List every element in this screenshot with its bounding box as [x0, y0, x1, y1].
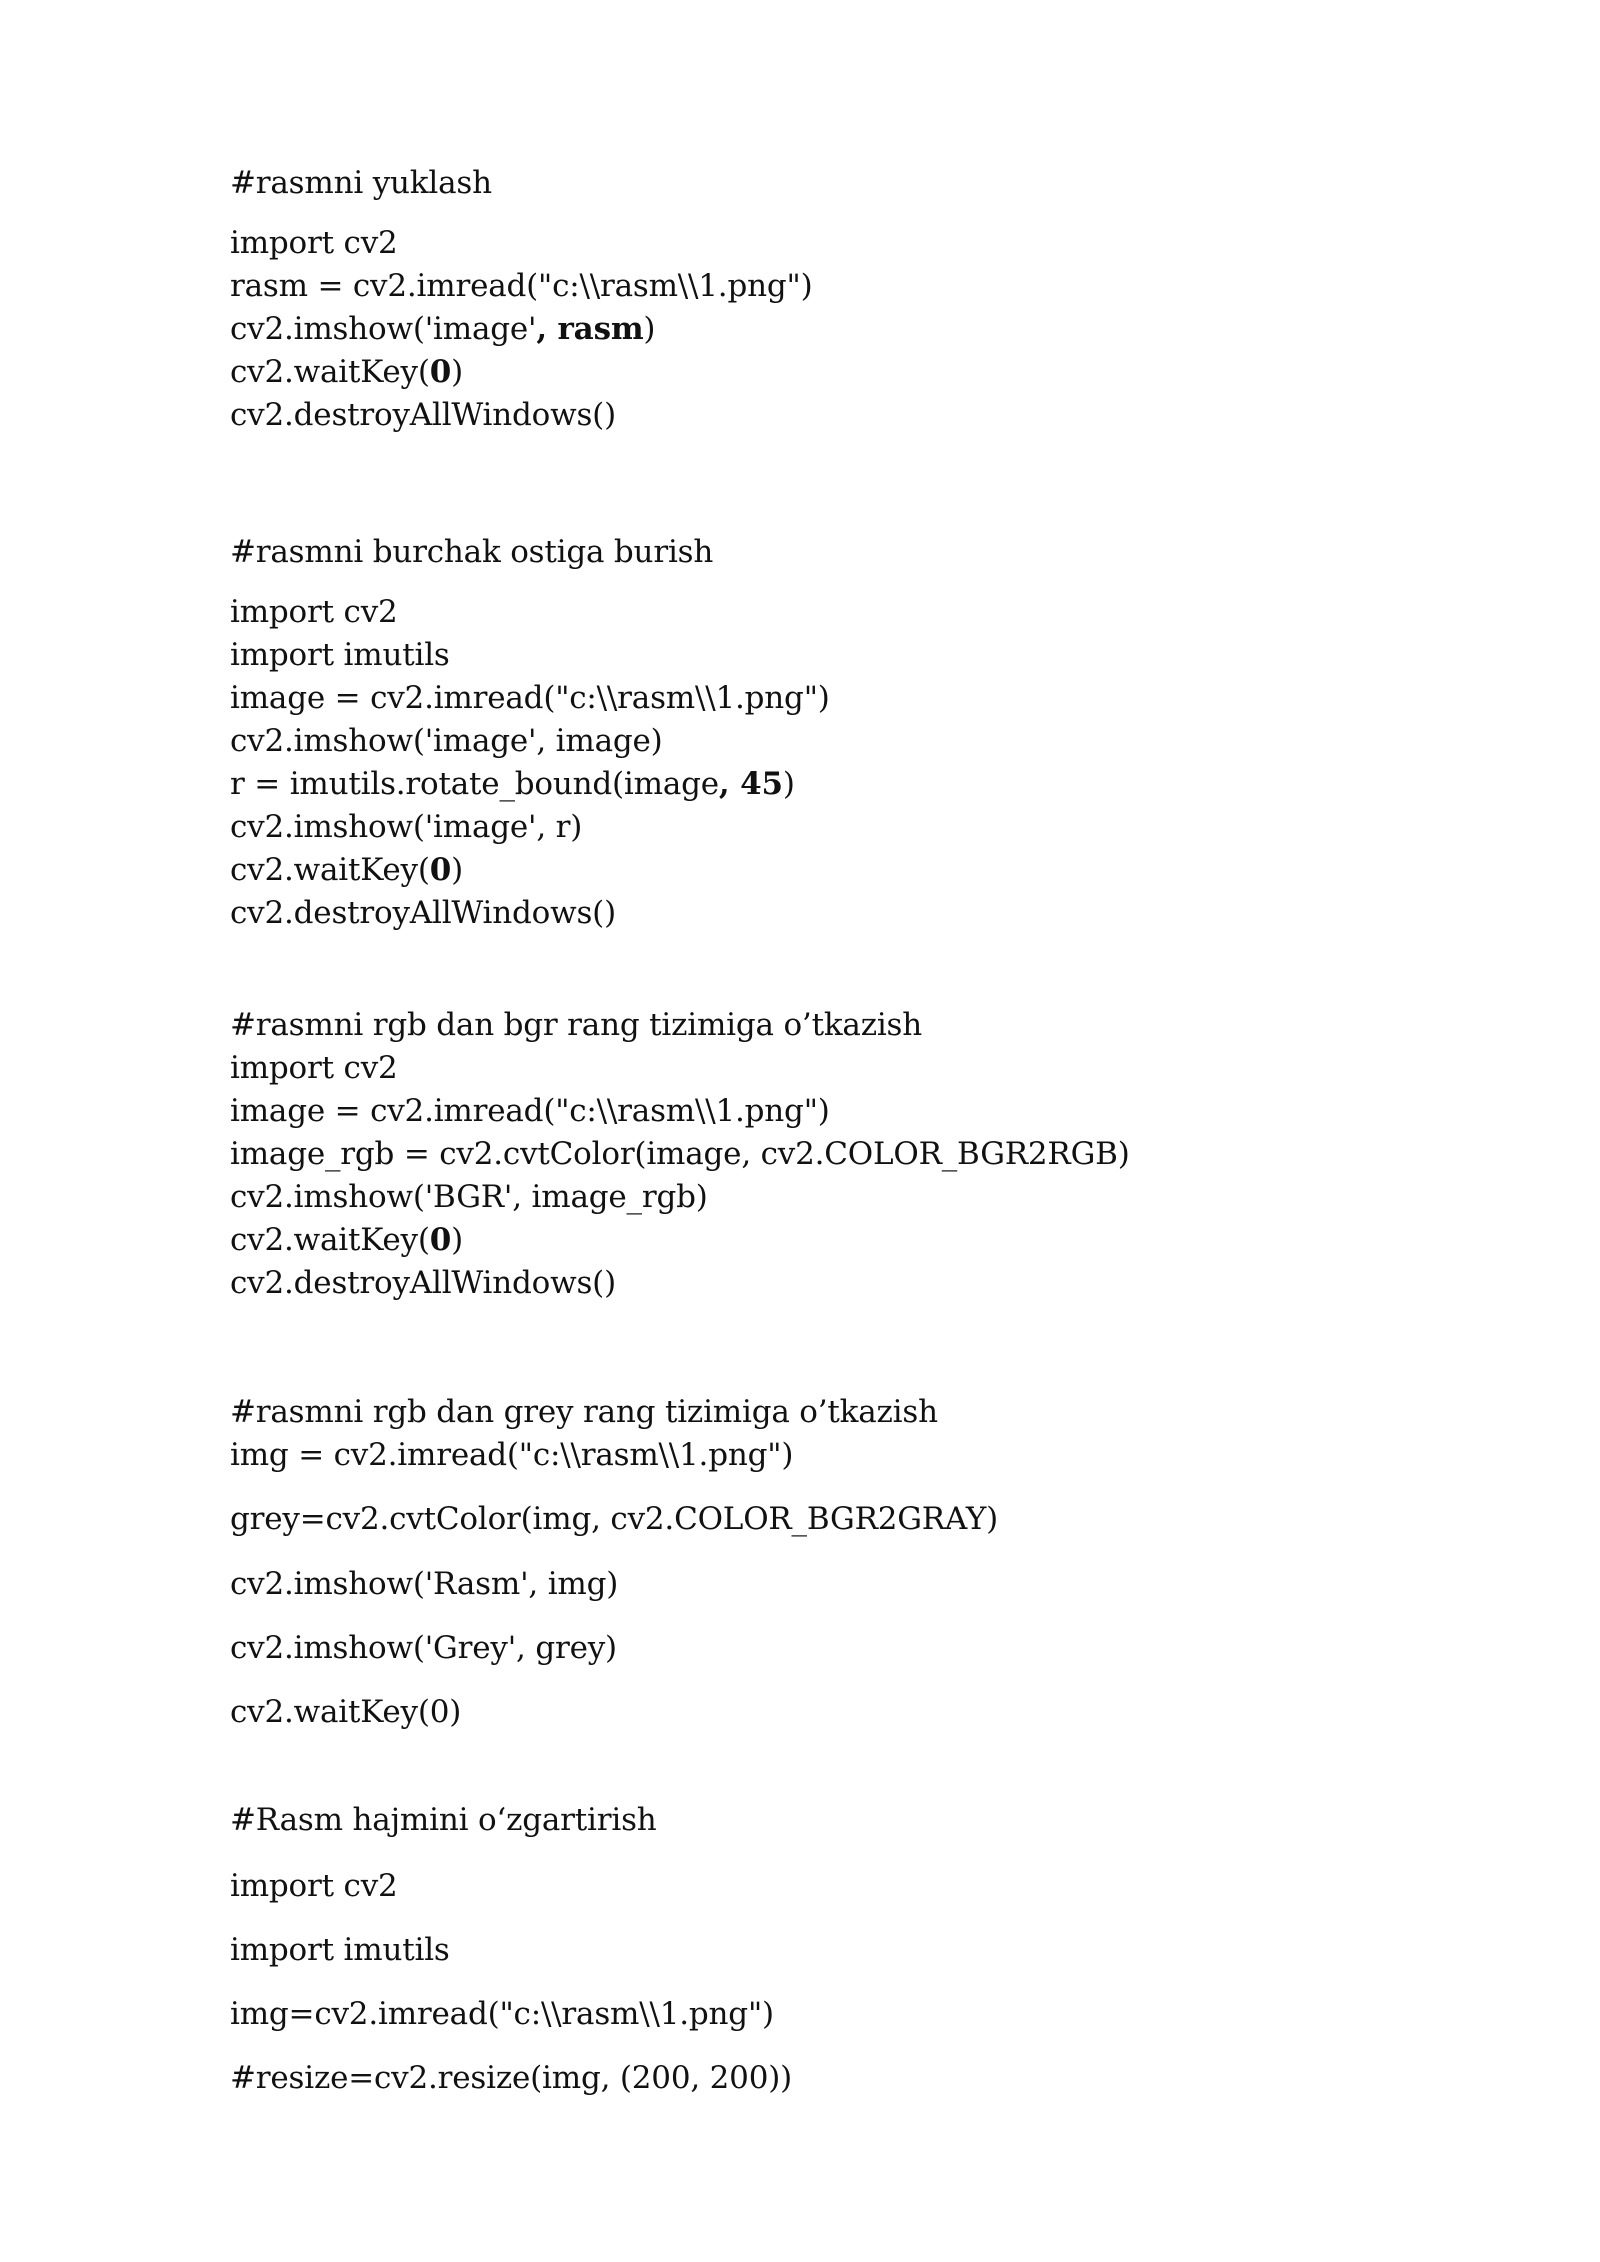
- code-fragment-bold: 0: [429, 852, 452, 888]
- code-fragment-bold: , 45: [718, 766, 783, 802]
- code-fragment: cv2.imshow('image', r): [230, 809, 583, 845]
- code-fragment: import cv2: [230, 1050, 398, 1086]
- code-line: [230, 1263, 616, 1303]
- code-line: [230, 592, 398, 632]
- code-fragment: cv2.waitKey(: [230, 1222, 430, 1258]
- code-fragment-bold: , rasm: [536, 311, 644, 347]
- section-heading: #rasmni burchak ostiga burish: [230, 534, 714, 570]
- code-fragment-bold: 0: [429, 1222, 452, 1258]
- code-fragment: import cv2: [230, 225, 398, 261]
- code-line: [230, 1177, 708, 1217]
- code-line: [230, 223, 398, 263]
- code-fragment: image = cv2.imread("c:\\rasm\\1.png"): [230, 680, 830, 716]
- section-heading: #rasmni yuklash: [230, 165, 492, 201]
- code-fragment: cv2.imshow('Rasm', img): [230, 1566, 619, 1602]
- code-line: [230, 1220, 463, 1260]
- code-line: [230, 764, 795, 804]
- code-line: [230, 309, 655, 349]
- code-fragment: cv2.waitKey(: [230, 852, 430, 888]
- code-fragment: import cv2: [230, 1868, 398, 1904]
- code-fragment: cv2.imshow('image': [230, 311, 537, 347]
- section-heading: #rasmni rgb dan bgr rang tizimiga o’tkazish: [230, 1007, 923, 1043]
- code-fragment: cv2.destroyAllWindows(): [230, 397, 616, 433]
- code-fragment: image_rgb = cv2.cvtColor(image, cv2.COLOR_BGR2RGB): [230, 1136, 1130, 1172]
- code-line: [230, 1994, 774, 2034]
- code-fragment: r = imutils.rotate_bound(image: [230, 766, 719, 802]
- code-fragment-bold: 0: [429, 354, 452, 390]
- section-heading: #rasmni rgb dan grey rang tizimiga o’tkazish: [230, 1394, 938, 1430]
- code-line: [230, 1499, 998, 1539]
- code-fragment: cv2.waitKey(: [230, 354, 430, 390]
- code-fragment: rasm = cv2.imread("c:\\rasm\\1.png"): [230, 268, 813, 304]
- code-fragment: ): [451, 1222, 464, 1258]
- code-line: [230, 721, 663, 761]
- code-fragment: cv2.imshow('Grey', grey): [230, 1630, 617, 1666]
- code-line: [230, 266, 812, 306]
- code-fragment: cv2.imshow('BGR', image_rgb): [230, 1179, 708, 1215]
- code-fragment: import imutils: [230, 637, 450, 673]
- code-line: [230, 893, 616, 933]
- code-fragment: image = cv2.imread("c:\\rasm\\1.png"): [230, 1093, 830, 1129]
- code-line: [230, 1930, 450, 1970]
- code-line: [230, 1091, 830, 1131]
- code-line: [230, 850, 463, 890]
- code-line: [230, 1048, 398, 1088]
- code-fragment: cv2.destroyAllWindows(): [230, 1265, 616, 1301]
- code-line: [230, 1134, 1130, 1174]
- section-heading: #Rasm hajmini o‘zgartirish: [230, 1802, 657, 1838]
- code-line: [230, 635, 450, 675]
- code-fragment: ): [451, 354, 464, 390]
- code-line: [230, 395, 616, 435]
- code-line: [230, 1628, 617, 1668]
- code-line: [230, 1692, 461, 1732]
- code-fragment: ): [782, 766, 795, 802]
- code-fragment: import cv2: [230, 594, 398, 630]
- code-line: [230, 807, 582, 847]
- code-fragment: cv2.waitKey(0): [230, 1694, 462, 1730]
- code-line: [230, 1564, 618, 1604]
- code-fragment: cv2.destroyAllWindows(): [230, 895, 616, 931]
- code-fragment: img=cv2.imread("c:\\rasm\\1.png"): [230, 1996, 774, 2032]
- code-fragment: import imutils: [230, 1932, 450, 1968]
- code-fragment: grey=cv2.cvtColor(img, cv2.COLOR_BGR2GRAY): [230, 1501, 999, 1537]
- code-fragment: ): [451, 852, 464, 888]
- code-fragment: img = cv2.imread("c:\\rasm\\1.png"): [230, 1437, 794, 1473]
- code-line: [230, 352, 463, 392]
- code-line: [230, 2058, 792, 2098]
- code-fragment: #resize=cv2.resize(img, (200, 200)): [230, 2060, 793, 2096]
- code-line: [230, 1866, 398, 1906]
- code-fragment: ): [643, 311, 656, 347]
- code-fragment: cv2.imshow('image', image): [230, 723, 663, 759]
- code-line: [230, 1435, 793, 1475]
- code-line: [230, 678, 830, 718]
